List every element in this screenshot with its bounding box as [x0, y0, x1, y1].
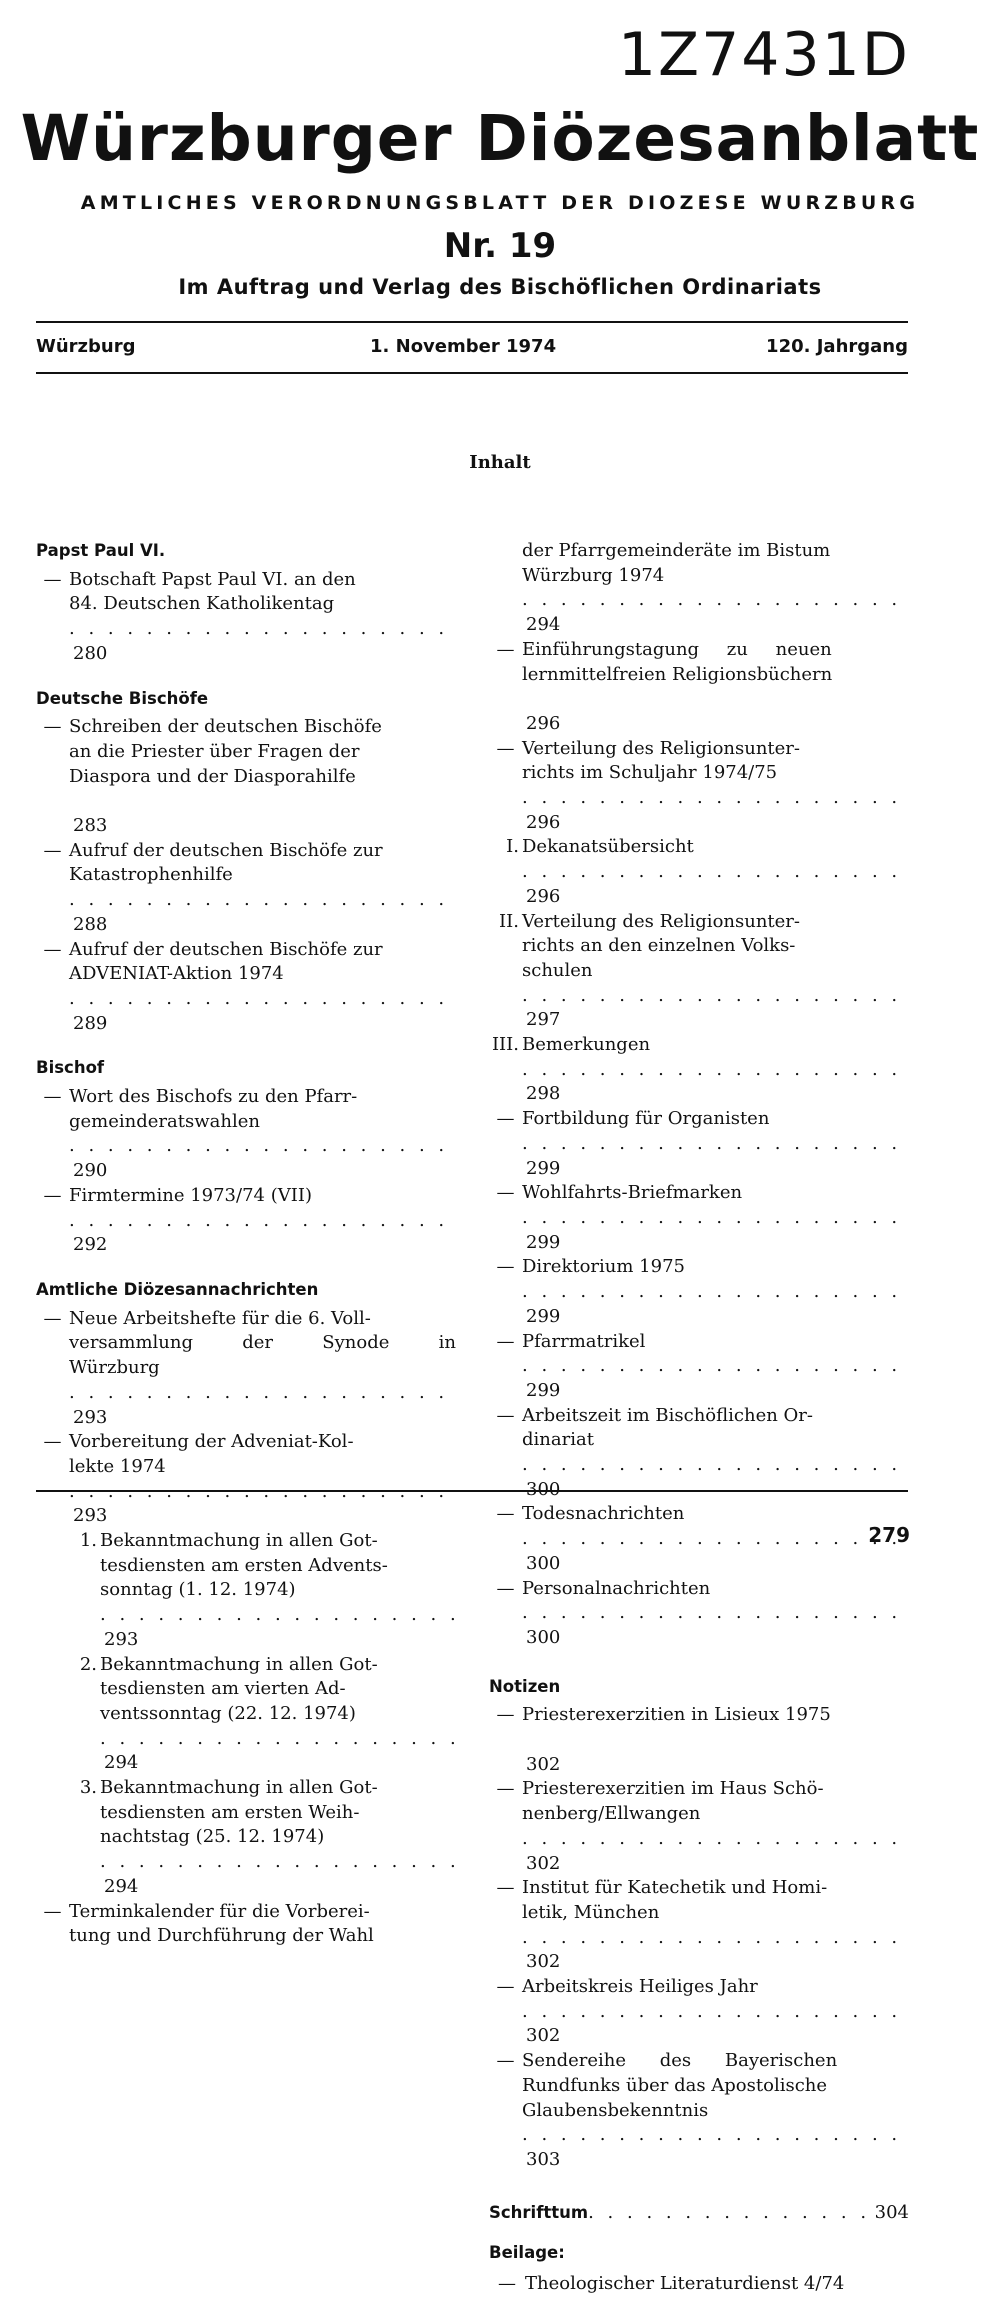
number-marker: II.: [499, 910, 519, 932]
publisher-line: Im Auftrag und Verlag des Bischöflichen Ordinariats: [178, 275, 822, 299]
entry-text: Personalnachrichten: [522, 1577, 711, 1599]
page-ref: 296: [526, 712, 561, 734]
entry-text: 84. Deutschen Katholikentag: [69, 593, 335, 615]
entry-text: Dekanatsübersicht: [522, 836, 694, 858]
dash-marker: —: [43, 938, 62, 960]
toc-entry[interactable]: [489, 2049, 909, 2173]
toc-entry[interactable]: [489, 1404, 909, 1503]
entry-text: Verteilung des Religionsunter-: [522, 737, 800, 759]
entry-text: sonntag (1. 12. 1974): [100, 1579, 296, 1601]
entry-text: dinariat: [522, 1429, 594, 1451]
entry-text: Glaubensbekenntnis: [522, 2099, 709, 2121]
entry-text: Priesterexerzitien im Haus Schö-: [522, 1778, 824, 1800]
entry-text: Bemerkungen: [522, 1034, 651, 1056]
entry-text: Vorbereitung der Adveniat-Kol-: [69, 1431, 354, 1453]
toc-entry[interactable]: [36, 1900, 456, 1949]
dash-marker: —: [43, 568, 62, 590]
toc-entry[interactable]: [36, 839, 456, 938]
dash-marker: —: [496, 1778, 515, 1800]
dash-marker: —: [43, 1184, 62, 1206]
page-ref: 299: [526, 1305, 561, 1327]
header-rule-top: [36, 321, 908, 323]
entry-text: Todesnachrichten: [522, 1503, 685, 1525]
page-ref: 303: [526, 2149, 561, 2170]
dash-marker: —: [43, 1431, 62, 1453]
entry-text: Botschaft Papst Paul VI. an den: [69, 568, 356, 590]
section-heading: Deutsche Bischöfe: [36, 688, 209, 708]
place: Würzburg: [36, 336, 136, 357]
issue-date: 1. November 1974: [370, 336, 557, 357]
toc-entry[interactable]: [489, 1777, 909, 1876]
toc-entry[interactable]: [36, 568, 456, 667]
toc-entry[interactable]: [36, 938, 456, 1037]
page-ref: 300: [526, 1478, 561, 1500]
toc-subentry[interactable]: [67, 1653, 456, 1777]
entry-text: Bekanntmachung in allen Got-: [100, 1777, 378, 1799]
toc-entry[interactable]: [489, 1876, 909, 1975]
entry-text: Wort des Bischofs zu den Pfarr-: [69, 1086, 358, 1108]
entry-text: an die Priester über Fragen der: [69, 740, 360, 762]
toc-entry[interactable]: [489, 1577, 909, 1651]
entry-text: Würzburg: [69, 1357, 160, 1379]
entry-text: Arbeitszeit im Bischöflichen Or-: [522, 1404, 813, 1426]
entry-text: Theologischer Literaturdienst 4/74: [525, 2273, 845, 2295]
entry-text: Bekanntmachung in allen Got-: [100, 1653, 378, 1675]
entry-text: lekte 1974: [69, 1455, 166, 1477]
dash-marker: —: [496, 1577, 515, 1599]
toc-entry[interactable]: [489, 1181, 909, 1255]
section-heading: Schrifttum: [489, 2202, 589, 2222]
page-ref: 304: [874, 2201, 909, 2223]
section-heading: Beilage:: [489, 2243, 565, 2263]
entry-text: Wohlfahrts-Briefmarken: [522, 1182, 743, 1204]
toc-subentry[interactable]: [489, 835, 909, 909]
toc-subentry[interactable]: [489, 910, 909, 1034]
page-ref: 293: [104, 1628, 139, 1650]
toc-subentry[interactable]: [67, 1529, 456, 1653]
page-ref: 292: [73, 1234, 108, 1256]
page-ref: 299: [526, 1231, 561, 1253]
toc-entry[interactable]: [489, 1107, 909, 1181]
header-rule-bottom: [36, 372, 908, 374]
entry-text: nachtstag (25. 12. 1974): [100, 1826, 325, 1848]
toc-right-column: [489, 539, 909, 2297]
toc-entry[interactable]: [489, 1703, 909, 1777]
dash-marker: —: [496, 1182, 515, 1204]
dash-marker: —: [496, 1503, 515, 1525]
entry-text: lernmittelfreien Religionsbüchern: [522, 663, 833, 685]
page-ref: 289: [73, 1012, 108, 1034]
entry-text: nenberg/Ellwangen: [522, 1803, 701, 1825]
page-ref: 296: [526, 811, 561, 833]
entry-text: Würzburg 1974: [522, 564, 665, 586]
page-ref: 298: [526, 1083, 561, 1105]
entry-text: tung und Durchführung der Wahl: [69, 1925, 374, 1947]
section-heading: Amtliche Diözesannachrichten: [36, 1279, 319, 1299]
toc-entry[interactable]: [36, 1184, 456, 1258]
dash-marker: —: [496, 1404, 515, 1426]
entry-text: Sendereihe des Bayerischen: [522, 2050, 838, 2072]
issue-number: Nr. 19: [443, 226, 557, 266]
entry-text: letik, München: [522, 1901, 660, 1923]
dash-marker: —: [43, 1086, 62, 1108]
toc-entry[interactable]: [36, 1307, 456, 1431]
section-heading: Notizen: [489, 1676, 561, 1696]
masthead-title: Würzburger Diözesanblatt: [20, 102, 980, 175]
dash-marker: —: [496, 2050, 515, 2072]
entry-text: schulen: [522, 959, 593, 981]
dash-marker: —: [43, 1900, 62, 1922]
archive-code: 1Z7431D: [617, 20, 910, 90]
page-ref: 302: [526, 1753, 561, 1775]
entry-text: tesdiensten am vierten Ad-: [100, 1678, 346, 1700]
entry-text: Rundfunks über das Apostolische: [522, 2074, 828, 2096]
number-marker: III.: [491, 1034, 519, 1056]
entry-text: Fortbildung für Organisten: [522, 1108, 770, 1130]
page-ref: 294: [104, 1875, 139, 1897]
toc-entry-continued[interactable]: [489, 539, 909, 638]
page-ref: 299: [526, 1157, 561, 1179]
entry-text: Arbeitskreis Heiliges Jahr: [522, 1976, 758, 1998]
page-ref: 294: [104, 1752, 139, 1774]
section-heading: Papst Paul VI.: [36, 541, 166, 560]
number-marker: I.: [506, 836, 519, 858]
toc-subentry[interactable]: [67, 1776, 456, 1900]
page-ref: 293: [73, 1406, 108, 1428]
toc-entry[interactable]: [489, 638, 909, 737]
entry-text: Katastrophenhilfe: [69, 864, 233, 886]
entry-text: Diaspora und der Diasporahilfe: [69, 765, 356, 787]
number-marker: 1.: [79, 1530, 97, 1552]
page-ref: 280: [73, 642, 108, 664]
dash-marker: —: [496, 1704, 515, 1726]
entry-text: Terminkalender für die Vorberei-: [69, 1900, 370, 1922]
page-ref: 302: [526, 1951, 561, 1973]
entry-text: Priesterexerzitien in Lisieux 1975: [522, 1704, 831, 1726]
toc-entry[interactable]: [36, 1430, 456, 1529]
toc-entry[interactable]: [36, 1085, 456, 1184]
page-ref: 294: [526, 614, 561, 636]
entry-text: ADVENIAT-Aktion 1974: [69, 963, 284, 985]
dash-marker: —: [496, 1976, 515, 1998]
toc-entry[interactable]: [489, 1975, 909, 2049]
toc-entry[interactable]: [489, 1330, 909, 1404]
entry-text: Aufruf der deutschen Bischöfe zur: [69, 839, 383, 861]
page-ref: 300: [526, 1626, 561, 1648]
entry-text: tesdiensten am ersten Advents-: [100, 1554, 388, 1576]
page-ref: 300: [526, 1552, 561, 1574]
toc-entry[interactable]: [36, 715, 456, 839]
entry-text: Aufruf der deutschen Bischöfe zur: [69, 938, 383, 960]
page-ref: 299: [526, 1379, 561, 1401]
dash-marker: —: [496, 638, 515, 660]
volume: 120. Jahrgang: [766, 336, 908, 357]
page-ref: 296: [526, 885, 561, 907]
entry-text: Bekanntmachung in allen Got-: [100, 1530, 378, 1552]
dash-marker: —: [43, 1307, 62, 1329]
entry-text: Firmtermine 1973/74 (VII): [69, 1184, 312, 1206]
page-ref: 297: [526, 1009, 561, 1031]
entry-text: Neue Arbeitshefte für die 6. Voll-: [69, 1307, 371, 1329]
entry-text: richts im Schuljahr 1974/75: [522, 762, 778, 784]
entry-text: Institut für Katechetik und Homi-: [522, 1877, 828, 1899]
toc-entry[interactable]: [489, 1255, 909, 1329]
entry-text: richts an den einzelnen Volks-: [522, 935, 796, 957]
entry-text: Verteilung des Religionsunter-: [522, 910, 800, 932]
entry-text: Direktorium 1975: [522, 1256, 685, 1278]
page-ref: 288: [73, 913, 108, 935]
dash-marker: —: [496, 737, 515, 759]
entry-text: Schreiben der deutschen Bischöfe: [69, 716, 382, 738]
dash-marker: —: [496, 1330, 515, 1352]
masthead-subtitle: AMTLICHES VERORDNUNGSBLATT DER DIOZESE WURZBURG: [80, 192, 920, 214]
entry-text: gemeinderatswahlen: [69, 1110, 260, 1132]
dash-marker: —: [43, 839, 62, 861]
toc-entry[interactable]: [489, 2272, 909, 2297]
section-heading: Bischof: [36, 1058, 105, 1078]
page-ref: 302: [526, 1852, 561, 1874]
dash-marker: —: [498, 2273, 516, 2295]
dash-marker: —: [496, 1877, 515, 1899]
toc-entry[interactable]: [489, 1502, 909, 1576]
toc-entry-schrifttum[interactable]: [489, 2201, 909, 2226]
page-ref: 283: [73, 815, 108, 837]
dash-marker: —: [496, 1108, 515, 1130]
entry-text: ventssonntag (22. 12. 1974): [100, 1702, 356, 1724]
page-number: 279: [868, 1523, 910, 1547]
entry-text: der Pfarrgemeinderäte im Bistum: [522, 540, 831, 561]
entry-text: Pfarrmatrikel: [522, 1330, 646, 1352]
number-marker: 3.: [79, 1777, 97, 1799]
dash-marker: —: [43, 716, 62, 738]
dash-marker: —: [496, 1256, 515, 1278]
entry-text: Einführungstagung zu neuen: [522, 638, 832, 660]
toc-left-column: [36, 539, 456, 1949]
entry-text: versammlung der Synode in: [69, 1332, 456, 1354]
entry-text: tesdiensten am ersten Weih-: [100, 1801, 360, 1823]
toc-entry[interactable]: [489, 737, 909, 836]
footer-rule: [36, 1490, 908, 1492]
page-ref: 290: [73, 1160, 108, 1182]
toc-subentry[interactable]: [489, 1033, 909, 1107]
page-ref: 293: [73, 1505, 108, 1527]
toc-title: Inhalt: [469, 452, 531, 473]
number-marker: 2.: [79, 1653, 97, 1675]
page-ref: 302: [526, 2025, 561, 2047]
